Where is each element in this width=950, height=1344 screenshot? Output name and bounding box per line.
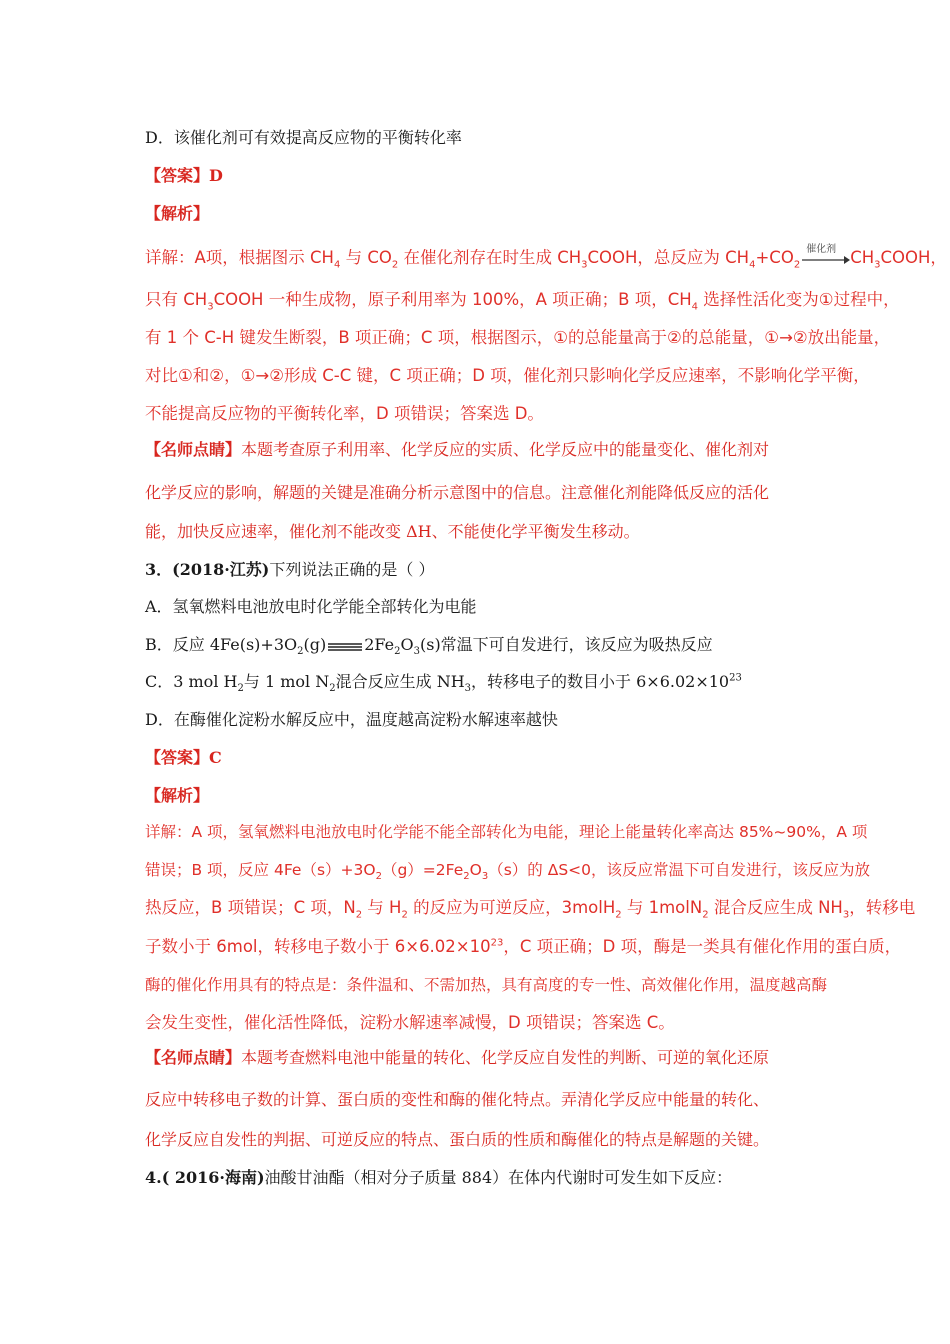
answer-value: C: [209, 748, 222, 767]
q2-answer: [145, 166, 223, 186]
q2-analysis-label: 【解析】: [145, 204, 210, 223]
q3-option-c: C．3 mol $H_2$与 1 mol $N_2$混合反应生成 $NH_3$，转移电子的数目小于 $6\times 6.02\times 10^{23}$: [145, 672, 742, 695]
q2-detail-line-4: 对比①和②，①→②形成 C-C 键，C 项正确；D 项，催化剂只影响化学反应速率，不影响化学平衡，: [145, 366, 870, 385]
q4-stem: 4.( 2016·海南)油酸甘油酯（相对分子质量 884）在体内代谢时可发生如下反应：: [145, 1168, 733, 1187]
tip-label: 【名师点睛】: [145, 440, 242, 459]
q2-detail-line-2: 只有 $CH_3COOH$ 一种生成物，原子利用率为 100%，A 项正确；B 项，$CH_4$ 选择性活化变为①过程中，: [145, 290, 900, 313]
q2-tip-line-3: 能，加快反应速率，催化剂不能改变 ΔH、不能使化学平衡发生移动。: [145, 522, 640, 541]
q3-analysis-label: 【解析】: [145, 786, 210, 805]
q3-stem: 3．(2018·江苏)下列说法正确的是（ ）: [145, 560, 435, 579]
q3-option-a: A．氢氧燃料电池放电时化学能全部转化为电能: [145, 597, 477, 616]
q2-detail-line-5: 不能提高反应物的平衡转化率，D 项错误；答案选 D。: [145, 404, 544, 423]
q2-tip-line-1: 【名师点睛】本题考查原子利用率、化学反应的实质、化学反应中的能量变化、催化剂对: [145, 440, 770, 459]
catalyst-label: 催化剂: [806, 243, 837, 255]
q2-detail-line-3: 有 1 个 C-H 键发生断裂，B 项正确；C 项，根据图示，①的总能量高于②的总能量，①→②放出能量，: [145, 328, 891, 347]
q3-tip-line-2: 反应中转移电子数的计算、蛋白质的变性和酶的催化特点。弄清化学反应中能量的转化、: [145, 1090, 770, 1109]
equilibrium-equals-icon: [326, 636, 364, 656]
q2-detail-line-1: 详解：A项，根据图示 $CH_4$ 与 $CO_2$ 在催化剂存在时生成 $CH_3COOH$，总反应为 $CH_4+CO_2$ 催化剂 $CH_3COOH$，: [145, 248, 947, 269]
tip-label: 【名师点睛】: [145, 1048, 242, 1067]
q3-detail-line-5: 酶的催化作用具有的特点是：条件温和、不需加热，具有高度的专一性、高效催化作用，温度越高酶: [145, 976, 828, 994]
reaction-arrow-icon: [800, 249, 850, 269]
q4-number: 4.( 2016·海南): [145, 1168, 265, 1187]
q3-detail-line-3: 热反应，B 项错误；C 项，$N_2$ 与 $H_2$ 的反应为可逆反应，3molH$_2$ 与 1molN$_2$ 混合反应生成 $NH_3$，转移电: [145, 898, 916, 921]
q3-detail-line-2: 错误；B 项，反应 $4Fe(s)+3O_2(g)=2Fe_2O_3(s)$的 ΔS<0，该反应常温下可自发进行，该反应为放: [145, 861, 871, 883]
q3-detail-line-1: 详解：A 项，氢氧燃料电池放电时化学能不能全部转化为电能，理论上能量转化率高达 85%~90%，A 项: [145, 823, 868, 841]
q3-option-b: B．反应 $4Fe(s)+3O_2(g)$ $2Fe_2O_3(s)$常温下可自发进行，该反应为吸热反应: [145, 635, 713, 658]
catalyst-arrow: [800, 243, 850, 269]
q3-detail-line-6: 会发生变性，催化活性降低，淀粉水解速率减慢，D 项错误；答案选 C。: [145, 1013, 675, 1032]
answer-label: 【答案】: [145, 166, 210, 185]
answer-label: 【答案】: [145, 748, 210, 767]
q3-detail-line-4: 子数小于 6mol，转移电子数小于 $6\times 6.02\times 10^{23}$，C 项正确；D 项，酶是一类具有催化作用的蛋白质，: [145, 937, 902, 956]
q3-tip-line-1: 【名师点睛】本题考查燃料电池中能量的转化、化学反应自发性的判断、可逆的氧化还原: [145, 1048, 770, 1067]
q2-tip-line-2: 化学反应的影响，解题的关键是准确分析示意图中的信息。注意催化剂能降低反应的活化: [145, 483, 770, 502]
q3-answer: [145, 748, 222, 768]
q2-option-d: D．该催化剂可有效提高反应物的平衡转化率: [145, 128, 462, 147]
q3-tip-line-3: 化学反应自发性的判据、可逆反应的特点、蛋白质的性质和酶催化的特点是解题的关键。: [145, 1130, 770, 1149]
answer-value: D: [209, 166, 223, 185]
q3-option-d: D．在酶催化淀粉水解反应中，温度越高淀粉水解速率越快: [145, 710, 558, 729]
q3-number: 3．(2018·江苏): [145, 560, 270, 579]
